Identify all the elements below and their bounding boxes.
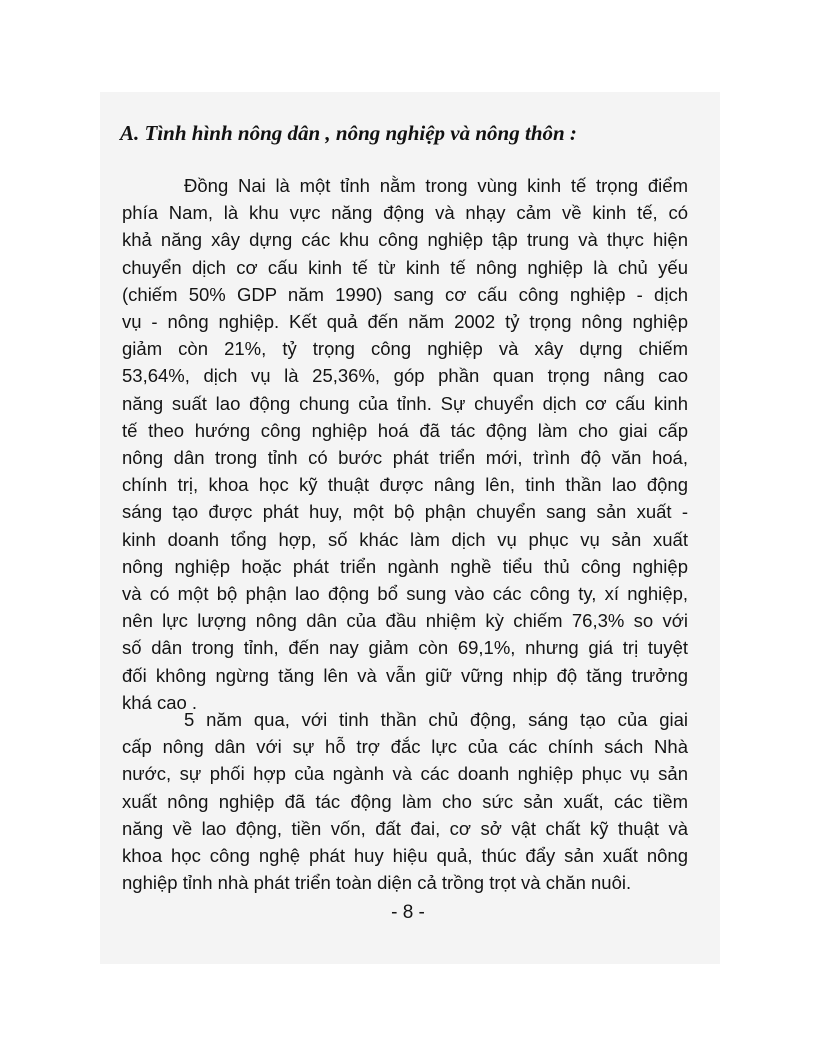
text-line: cấp nông dân với sự hỗ trợ đắc lực của các chính sách Nhà bbox=[122, 736, 688, 758]
text-line: năng về lao động, tiền vốn, đất đai, cơ sở vật chất kỹ thuật và bbox=[122, 817, 688, 839]
text-line: xuất nông nghiệp đã tác động làm cho sức sản xuất, các tiềm bbox=[122, 790, 688, 812]
text-line: chính trị, khoa học kỹ thuật được nâng lên, tinh thần lao động bbox=[122, 474, 688, 496]
text-line: nên lực lượng nông dân của đầu nhiệm kỳ chiếm 76,3% so với bbox=[122, 610, 688, 632]
page-number: - 8 - bbox=[391, 902, 425, 923]
text-line: Đồng Nai là một tỉnh nằm trong vùng kinh tế trọng điểm bbox=[184, 175, 688, 196]
text-line: chuyển dịch cơ cấu kinh tế từ kinh tế nông nghiệp là chủ yếu bbox=[122, 256, 688, 278]
paragraph-2 bbox=[122, 706, 688, 896]
text-line: số dân trong tỉnh, đến nay giảm còn 69,1%, nhưng giá trị tuyệt bbox=[122, 637, 688, 659]
text-line: vụ - nông nghiệp. Kết quả đến năm 2002 tỷ trọng nông nghiệp bbox=[122, 311, 688, 333]
text-line: khá cao . bbox=[122, 691, 198, 713]
text-line: 5 năm qua, với tinh thần chủ động, sáng tạo của giai bbox=[184, 709, 688, 730]
text-line: năng suất lao động chung của tỉnh. Sự chuyển dịch cơ cấu kinh bbox=[122, 392, 688, 414]
text-line: sáng tạo được phát huy, một bộ phận chuyển sang sản xuất - bbox=[122, 501, 688, 523]
paragraph-1 bbox=[122, 172, 688, 716]
text-line: kinh doanh tổng hợp, số khác làm dịch vụ phục vụ sản xuất bbox=[122, 528, 688, 550]
text-line: nước, sự phối hợp của ngành và các doanh nghiệp phục vụ sản bbox=[122, 763, 688, 785]
text-line: tế theo hướng công nghiệp hoá đã tác động làm cho giai cấp bbox=[122, 419, 688, 441]
text-line: 53,64%, dịch vụ là 25,36%, góp phần quan trọng nâng cao bbox=[122, 365, 688, 387]
text-line: giảm còn 21%, tỷ trọng công nghiệp và xây dựng chiếm bbox=[122, 338, 688, 360]
text-line: (chiếm 50% GDP năm 1990) sang cơ cấu công nghiệp - dịch bbox=[122, 283, 688, 305]
section-heading: A. Tình hình nông dân , nông nghiệp và nông thôn : bbox=[120, 121, 577, 145]
text-line: phía Nam, là khu vực năng động và nhạy cảm về kinh tế, có bbox=[122, 202, 688, 224]
text-line: đối không ngừng tăng lên và vẫn giữ vững nhịp độ tăng trưởng bbox=[122, 664, 688, 686]
text-line: nông dân trong tỉnh có bước phát triển mới, trình độ văn hoá, bbox=[122, 447, 688, 469]
text-line: khả năng xây dựng các khu công nghiệp tập trung và thực hiện bbox=[122, 229, 688, 251]
text-line: nghiệp tỉnh nhà phát triển toàn diện cả trồng trọt và chăn nuôi. bbox=[122, 872, 632, 894]
text-line: nông nghiệp hoặc phát triển ngành nghề tiểu thủ công nghiệp bbox=[122, 555, 688, 577]
text-line: khoa học công nghệ phát huy hiệu quả, thúc đẩy sản xuất nông bbox=[122, 845, 688, 867]
text-line: và có một bộ phận lao động bổ sung vào các công ty, xí nghiệp, bbox=[122, 583, 688, 605]
